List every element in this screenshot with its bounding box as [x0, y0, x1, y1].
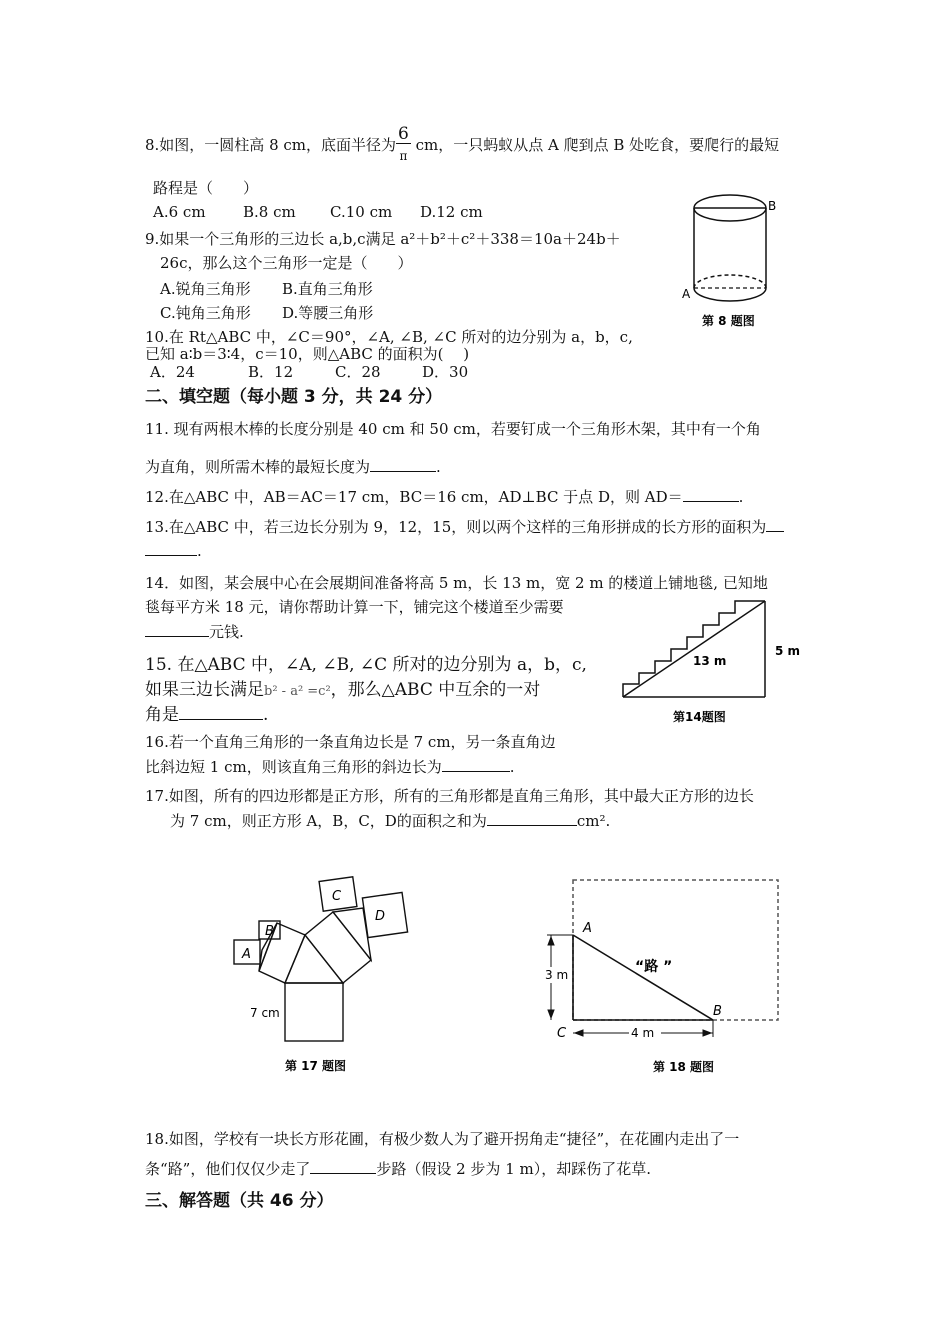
q15-line3 — [145, 700, 268, 725]
q15-line1: 15. 在△ABC 中，∠A, ∠B, ∠C 所对的边分别为 a，b，c, — [145, 655, 587, 675]
q18-answer-blank[interactable] — [310, 1159, 376, 1174]
q11-line1: 11. 现有两根木棒的长度分别是 40 cm 和 50 cm，若要钉成一个三角形木架，其中有一个角 — [145, 420, 761, 438]
q14-figure-caption: 第14题图 — [673, 710, 726, 724]
dim-v-down-arrow — [548, 1010, 554, 1018]
q17-line2 — [170, 810, 610, 831]
q9-option-a: A.锐角三角形 — [160, 280, 251, 298]
center-triangle — [285, 935, 343, 983]
q17-answer-blank[interactable] — [487, 811, 577, 826]
section-2-heading: 二、填空题（每小题 3 分，共 24 分） — [145, 387, 443, 407]
q15-formula: b² - a² =c² — [264, 684, 331, 699]
q8-option-a: A.6 cm — [153, 203, 206, 221]
largest-square — [285, 983, 343, 1041]
cylinder-label-b: B — [768, 199, 777, 213]
label-d: D — [375, 909, 386, 924]
q10-option-c: C．28 — [335, 363, 381, 381]
garden-road-label: “路 ” — [635, 959, 673, 975]
dim-h-left-arrow — [575, 1030, 583, 1036]
q8-text-a: 8.如图，一圆柱高 8 cm，底面半径为 — [145, 136, 397, 154]
q10-option-a: A．24 — [150, 363, 195, 381]
q15-answer-blank[interactable] — [179, 705, 263, 720]
garden-figure — [545, 875, 790, 1080]
q14-line1: 14．如图，某会展中心在会展期间准备将高 5 m，长 13 m，宽 2 m 的楼道上铺地毯, 已知地 — [145, 574, 768, 592]
cylinder-bottom-back — [694, 275, 766, 288]
garden-path-ab — [573, 935, 713, 1020]
q12-line — [145, 486, 743, 507]
q8-option-b: B.8 cm — [243, 203, 296, 221]
q14-end: 元钱. — [209, 623, 244, 641]
cylinder-bottom-front — [694, 288, 766, 301]
q12-answer-blank[interactable] — [683, 487, 739, 502]
q10-option-d: D．30 — [422, 363, 469, 381]
garden-label-c: C — [557, 1026, 567, 1041]
q8-line1 — [145, 124, 780, 164]
label-c: C — [332, 889, 342, 904]
q9-line2: 26c，那么这个三角形一定是（ ） — [160, 254, 413, 272]
q16-end: . — [509, 758, 515, 776]
q14-line3 — [145, 621, 244, 642]
q18-line1: 18.如图，学校有一块长方形花圃，有极少数人为了避开拐角走“捷径”，在花圃内走出了一 — [145, 1130, 740, 1148]
garden-dashed-boundary — [573, 880, 778, 1020]
q14-line2: 毯每平方米 18 元，请你帮助计算一下，铺完这个楼道至少需要 — [145, 598, 564, 616]
q10-line1: 10.在 Rt△ABC 中，∠C＝90°，∠A, ∠B, ∠C 所对的边分别为 a，b，c, — [145, 328, 633, 346]
cylinder-label-a: A — [682, 287, 691, 301]
section-3-heading: 三、解答题（共 46 分） — [145, 1191, 334, 1211]
q13-answer-blank-part1[interactable] — [766, 517, 784, 532]
q13-answer-blank-part2[interactable] — [145, 541, 197, 556]
q18-figure-caption: 第 18 题图 — [653, 1060, 715, 1074]
q18-text: 条“路”，他们仅仅少走了 — [145, 1160, 311, 1178]
q11-text: 为直角，则所需木棒的最短长度为 — [145, 458, 371, 476]
dim-h-label: 4 m — [631, 1026, 655, 1040]
q16-answer-blank[interactable] — [442, 757, 510, 772]
q15-line2 — [145, 675, 540, 700]
q18-end: 步路（假设 2 步为 1 m），却踩伤了花草. — [376, 1160, 651, 1178]
dim-h-right-arrow — [703, 1030, 711, 1036]
q9-option-b: B.直角三角形 — [282, 280, 373, 298]
stairs-length-label: 13 m — [693, 654, 727, 668]
q10-line2: 已知 a∶b＝3∶4，c＝10，则△ABC 的面积为( ) — [145, 345, 470, 363]
garden-label-a: A — [583, 921, 592, 936]
q8-frac-den: π — [399, 149, 408, 163]
q15-text-b: ，那么△ABC 中互余的一对 — [330, 680, 541, 700]
label-b: B — [265, 924, 274, 939]
q11-answer-blank[interactable] — [370, 457, 436, 472]
q13-end: . — [197, 542, 202, 560]
q17-text: 为 7 cm，则正方形 A，B，C，D的面积之和为 — [170, 812, 487, 830]
q12-text: 12.在△ABC 中，AB＝AC＝17 cm，BC＝16 cm，AD⊥BC 于点 D，则 AD＝ — [145, 488, 683, 506]
q12-end: . — [738, 488, 744, 506]
q13-text: 13.在△ABC 中，若三边长分别为 9，12，15，则以两个这样的三角形拼成的长方形的面积为 — [145, 518, 767, 536]
q15-end: . — [263, 705, 269, 725]
q13-line2 — [145, 541, 202, 560]
q15-text-a: 如果三边长满足 — [145, 680, 264, 700]
q16-line2 — [145, 756, 515, 777]
q11-line2 — [145, 456, 441, 477]
q10-option-b: B．12 — [248, 363, 294, 381]
stairs-figure — [615, 595, 830, 730]
dim-v-label: 3 m — [545, 968, 569, 982]
q8-option-c: C.10 cm — [330, 203, 393, 221]
side-label-7cm: 7 cm — [250, 1006, 280, 1020]
q8-figure-caption: 第 8 题图 — [702, 314, 755, 328]
stairs-slope — [623, 601, 765, 697]
q17-figure-caption: 第 17 题图 — [285, 1059, 347, 1073]
q13-line1 — [145, 516, 784, 537]
q11-end: . — [436, 458, 441, 476]
q8-fraction — [396, 126, 411, 162]
cylinder-figure — [680, 190, 790, 330]
q15-text-c: 角是 — [145, 705, 179, 725]
squares-figure — [225, 870, 425, 1080]
q8-option-d: D.12 cm — [420, 203, 483, 221]
q8-frac-num: 6 — [398, 124, 409, 144]
label-a: A — [242, 947, 251, 962]
q8-line2: 路程是（ ） — [153, 179, 259, 197]
q16-text: 比斜边短 1 cm，则该直角三角形的斜边长为 — [145, 758, 442, 776]
q14-answer-blank[interactable] — [145, 622, 209, 637]
q9-option-d: D.等腰三角形 — [282, 304, 374, 322]
stairs-height-label: 5 m — [775, 644, 801, 658]
dim-v-up-arrow — [548, 937, 554, 945]
q8-text-b: cm，一只蚂蚁从点 A 爬到点 B 处吃食，要爬行的最短 — [410, 136, 780, 154]
q17-end: cm². — [576, 812, 611, 830]
q9-line1: 9.如果一个三角形的三边长 a,b,c满足 a²＋b²＋c²＋338＝10a＋24b＋ — [145, 230, 621, 248]
garden-label-b: B — [713, 1004, 722, 1019]
q9-option-c: C.钝角三角形 — [160, 304, 251, 322]
q16-line1: 16.若一个直角三角形的一条直角边长是 7 cm，另一条直角边 — [145, 733, 556, 751]
q17-line1: 17.如图，所有的四边形都是正方形，所有的三角形都是直角三角形，其中最大正方形的边长 — [145, 787, 754, 805]
q18-line2 — [145, 1158, 651, 1179]
